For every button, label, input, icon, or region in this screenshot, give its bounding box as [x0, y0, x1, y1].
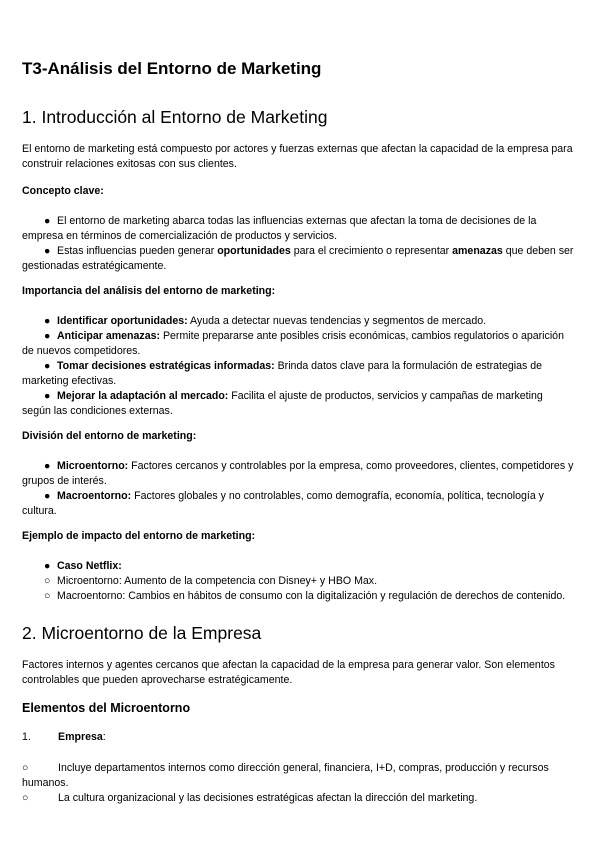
circle-bullet-icon: ○ — [22, 792, 29, 804]
document-title: T3-Análisis del Entorno de Marketing — [22, 59, 322, 78]
division-label: División del entorno de marketing: — [22, 430, 197, 442]
concepto-list — [22, 214, 574, 274]
list-item: ● Caso Netflix: — [22, 559, 574, 574]
circle-bullet-icon: ○ — [44, 575, 51, 587]
division-list — [22, 459, 574, 519]
document-page — [22, 58, 574, 806]
list-item: ○ La cultura organizacional y las decisiones estratégicas afectan la dirección del marketing. — [22, 792, 478, 804]
microentorno-subheading: Elementos del Microentorno — [22, 701, 191, 715]
section-1-heading: 1. Introducción al Entorno de Marketing — [22, 107, 328, 127]
list-item: ● Anticipar amenazas: Permite prepararse ante posibles crisis económicas, cambios regulatorios o aparición de nuevos competidores. — [22, 330, 564, 357]
list-item: ● Mejorar la adaptación al mercado: Facilita el ajuste de productos, servicios y campañas de marketing según las condiciones externas. — [22, 390, 543, 417]
ejemplo-list — [22, 559, 574, 604]
bullet-icon: ● — [44, 360, 51, 372]
section-2-heading: 2. Microentorno de la Empresa — [22, 623, 262, 643]
bullet-icon: ● — [44, 215, 51, 227]
list-item: ○ Incluye departamentos internos como dirección general, financiera, I+D, compras, producción y recursos humanos. — [22, 762, 549, 789]
list-item: ○ Macroentorno: Cambios en hábitos de consumo con la digitalización y regulación de derechos de contenido. — [22, 589, 574, 604]
importancia-list — [22, 314, 574, 419]
list-item: ○ Microentorno: Aumento de la competencia con Disney+ y HBO Max. — [22, 574, 574, 589]
bullet-icon: ● — [44, 390, 51, 402]
list-item: ● Tomar decisiones estratégicas informadas: Brinda datos clave para la formulación de estrategias de marketing efectivas. — [22, 360, 543, 387]
bullet-icon: ● — [44, 245, 51, 257]
list-item: ● Microentorno: Factores cercanos y controlables por la empresa, como proveedores, clientes, competidores y grupos de interés. — [22, 460, 574, 487]
bullet-icon: ● — [44, 315, 51, 327]
list-item: ● Estas influencias pueden generar oportunidades para el crecimiento o representar amenazas que deben ser gestionadas estratégicamente. — [22, 245, 574, 272]
numbered-item: 1. Empresa: — [22, 731, 106, 743]
bullet-icon: ● — [44, 560, 51, 572]
bullet-icon: ● — [44, 460, 51, 472]
bullet-icon: ● — [44, 490, 51, 502]
bullet-icon: ● — [44, 330, 51, 342]
section-2-intro: Factores internos y agentes cercanos que afectan la capacidad de la empresa para generar valor. Son elementos controlables que pueden aprovecharse estratégicamente. — [22, 659, 555, 686]
list-item: ● Macroentorno: Factores globales y no controlables, como demografía, economía, política, tecnología y cultura. — [22, 490, 544, 517]
circle-bullet-icon: ○ — [22, 762, 29, 774]
importancia-label: Importancia del análisis del entorno de marketing: — [22, 285, 276, 297]
section-1-intro: El entorno de marketing está compuesto por actores y fuerzas externas que afectan la capacidad de la empresa para construir relaciones exitosas con sus clientes. — [22, 143, 573, 170]
circle-bullet-icon: ○ — [44, 590, 51, 602]
list-item: ● El entorno de marketing abarca todas las influencias externas que afectan la toma de decisiones de la empresa en términos de comercialización de productos y servicios. — [22, 215, 537, 242]
list-item: ● Identificar oportunidades: Ayuda a detectar nuevas tendencias y segmentos de mercado. — [22, 314, 574, 329]
ejemplo-label: Ejemplo de impacto del entorno de marketing: — [22, 530, 256, 542]
concepto-label: Concepto clave: — [22, 185, 104, 197]
